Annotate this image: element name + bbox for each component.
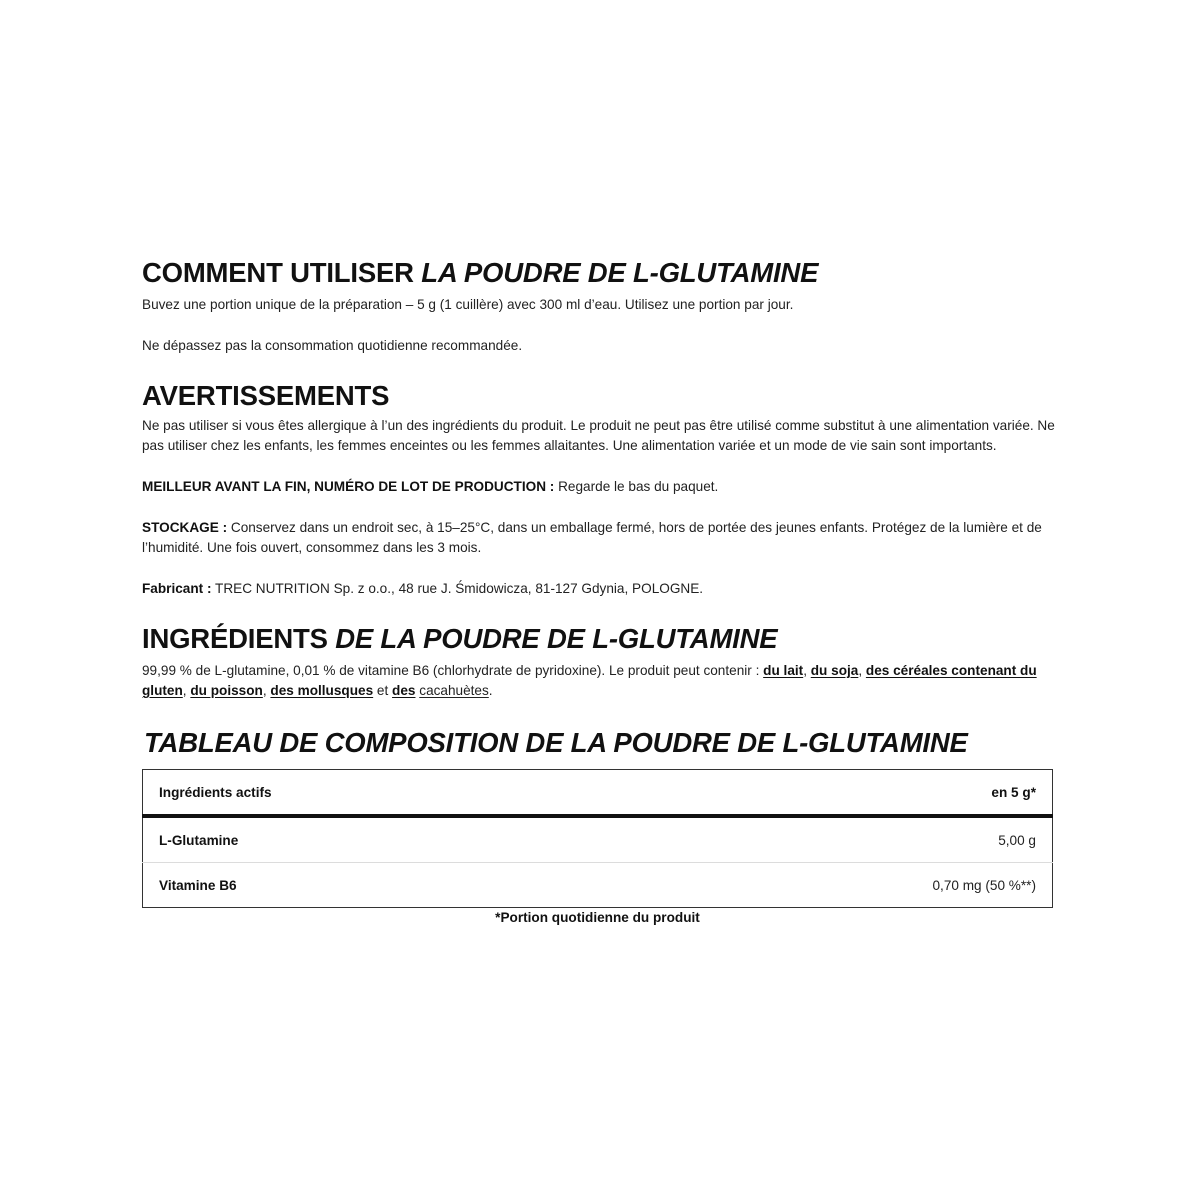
manufacturer-text xyxy=(142,579,1057,599)
usage-heading-italic: LA POUDRE DE L-GLUTAMINE xyxy=(421,257,819,288)
allergen-peanuts: cacahuètes xyxy=(419,683,489,698)
manufacturer-value: TREC NUTRITION Sp. z o.o., 48 rue J. Śmidowicza, 81-127 Gdynia, POLOGNE. xyxy=(211,581,704,596)
ingredients-heading-plain: INGRÉDIENTS xyxy=(142,623,336,654)
separator: , xyxy=(803,663,811,678)
ingredients-intro: 99,99 % de L-glutamine, 0,01 % de vitamine B6 (chlorhydrate de pyridoxine). Le produit peut contenir : xyxy=(142,663,764,678)
table-row xyxy=(143,863,1053,908)
best-before-value: Regarde le bas du paquet. xyxy=(554,479,719,494)
row-value: 5,00 g xyxy=(612,816,1052,863)
separator: , xyxy=(858,663,866,678)
allergen-des: des xyxy=(392,683,416,698)
separator: , xyxy=(182,683,191,698)
ingredients-end: . xyxy=(488,683,493,698)
row-name: L-Glutamine xyxy=(143,816,613,863)
separator: , xyxy=(262,683,271,698)
header-ingredients: Ingrédients actifs xyxy=(143,770,613,817)
ingredients-heading-italic: DE LA POUDRE DE L-GLUTAMINE xyxy=(335,623,778,654)
table-header-row xyxy=(143,770,1053,817)
allergen-gluten: des céréales contenant du gluten xyxy=(142,663,1037,698)
allergen-molluscs: des mollusques xyxy=(270,683,374,698)
allergen-fish: du poisson xyxy=(190,683,263,698)
separator: et xyxy=(373,683,393,698)
table-row xyxy=(143,816,1053,863)
storage-text xyxy=(142,518,1057,558)
row-value: 0,70 mg (50 %**) xyxy=(932,877,1036,893)
warnings-heading: AVERTISSEMENTS xyxy=(142,380,390,411)
composition-table xyxy=(142,769,1053,908)
warnings-text: Ne pas utiliser si vous êtes allergique à l’un des ingrédients du produit. Le produit ne peut pas être utilisé comme substitut à une alimentation variée. Ne pas utiliser chez les enfants, les femmes enceintes ou les femmes allaitantes. Une alimentation variée et un mode de vie sain sont importants. xyxy=(142,418,1055,453)
row-name: Vitamine B6 xyxy=(159,877,237,893)
storage-value: Conservez dans un endroit sec, à 15–25°C, dans un emballage fermé, hors de portée des jeunes enfants. Protégez de la lumière et de l’humidité. Une fois ouvert, consommez dans les 3 mois. xyxy=(142,520,1042,555)
usage-heading xyxy=(142,255,1057,291)
allergen-soy: du soja xyxy=(810,663,859,678)
best-before-text xyxy=(142,477,1057,497)
content xyxy=(142,255,1057,925)
usage-limit-text: Ne dépassez pas la consommation quotidienne recommandée. xyxy=(142,338,523,353)
usage-heading-plain: COMMENT UTILISER xyxy=(142,257,422,288)
manufacturer-label: Fabricant : xyxy=(142,581,212,596)
ingredients-heading xyxy=(142,621,1057,657)
best-before-label: MEILLEUR AVANT LA FIN, NUMÉRO DE LOT DE PRODUCTION : xyxy=(142,479,555,494)
composition-heading: TABLEAU DE COMPOSITION DE LA POUDRE DE L-GLUTAMINE xyxy=(144,727,968,758)
table-footnote: *Portion quotidienne du produit xyxy=(495,910,700,925)
ingredients-text xyxy=(142,661,1057,701)
storage-label: STOCKAGE : xyxy=(142,520,228,535)
allergen-milk: du lait xyxy=(763,663,804,678)
header-amount: en 5 g* xyxy=(612,770,1052,817)
usage-text: Buvez une portion unique de la préparation – 5 g (1 cuillère) avec 300 ml d’eau. Utilisez une portion par jour. xyxy=(142,297,794,312)
